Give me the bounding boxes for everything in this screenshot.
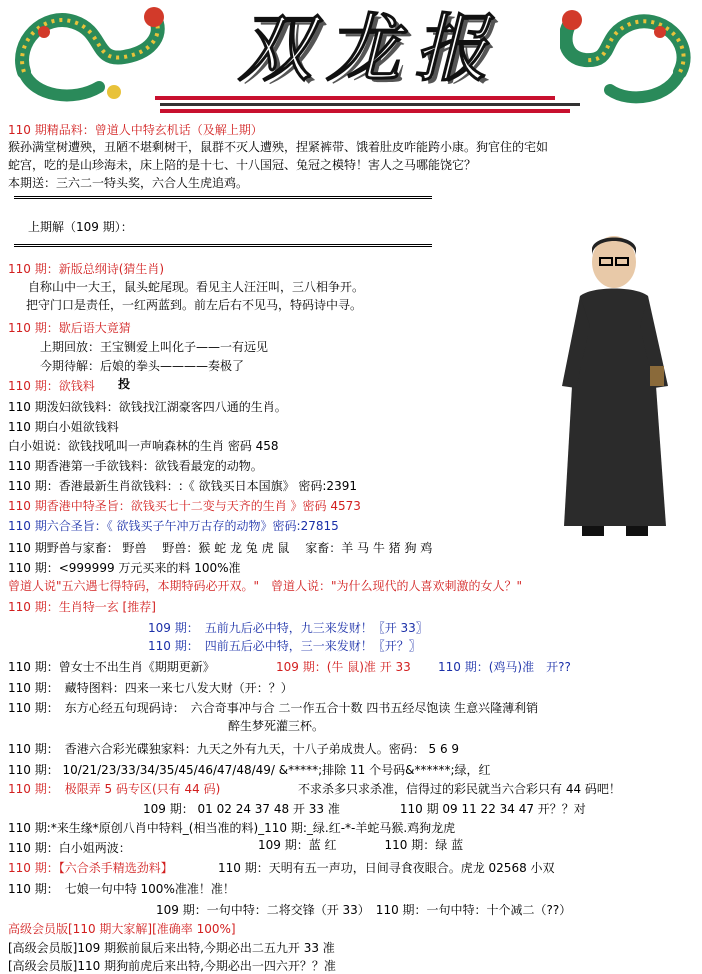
title-red-rule — [155, 96, 555, 100]
text-line: 110 期：欲钱料 — [8, 379, 95, 393]
text-line: 110 期：(鸡马)准 开?? — [438, 660, 571, 674]
text-line: 109 期： 01 02 24 37 48 开 33 准 110 期 09 11 22 34 47 开？？对 — [143, 802, 586, 816]
title-black-rule — [160, 103, 580, 106]
text-line: 把守门口是责任，一红两蓝到。前左后右不见马，特码诗中寻。 — [26, 298, 363, 312]
separator — [14, 196, 432, 199]
text-line: 110 期：天明有五一声功，日间寻食夜眼合。虎龙 02568 小双 — [218, 861, 555, 875]
text-line: 上期回放：王宝铡爱上叫化子——一有远见 — [40, 340, 269, 354]
title-red-rule-2 — [160, 109, 570, 113]
text-line: 110 期：生肖特一玄 [推荐] — [8, 600, 156, 614]
masthead — [0, 0, 702, 118]
text-line: 110 期： 东方心经五句现码诗： 六合奇事冲与合 二一作五合十数 四书五经尽饱读 生意兴隆薄利销 — [8, 701, 539, 715]
text-line: 今期待解：后娘的拳头————奏极了 — [40, 359, 245, 373]
text-line: 109 期： 五前九后必中特，九三来发财！〖开 33〗 — [148, 621, 428, 635]
text-line: 109 期：(牛 鼠)准 开 33 — [276, 660, 411, 674]
text-line: 蛇宫，吃的是山珍海未，床上陪的是十七、十八国冠、兔冠之模特！害人之马哪能饶它？ — [8, 158, 477, 172]
text-line: 110 期白小姐欲钱料 — [8, 420, 119, 434]
text-line: 110 期： 香港六合彩光碟独家料：九天之外有九天，十八子弟成贵人。密码： 5 6 9 — [8, 742, 460, 756]
text-line: 110 期香港中特圣旨：欲钱买七十二变与天齐的生肖 》密码 4573 — [8, 499, 361, 513]
text-line: [高级会员版]110 期狗前虎后来出特,今期必出一四六开？？准 — [8, 959, 336, 973]
text-line: 猴孙满堂树遭殃，丑陋不堪剩树干，鼠群不灭人遭殃，捏紧裤带、饿着肚皮咋能跨小康。狗官住的宅如 — [8, 140, 549, 154]
text-line: 自称山中一大王，鼠头蛇尾现。看见主人汪汪叫，三八相争开。 — [28, 280, 365, 294]
separator — [14, 244, 432, 247]
text-line: 110 期泼妇欲钱料：欲钱找江湖豪客四八通的生肖。 — [8, 400, 287, 414]
left-dragon-icon — [4, 2, 174, 114]
text-line: 109 期：一句中特：二将交锋（开 33） 110 期：一句中特：十个减二（??） — [156, 903, 572, 917]
text-line: 110 期:*来生缘*原创八肖中特料_(相当准的料)_110 期:_绿.红-*-羊蛇马猴.鸡狗龙虎 — [8, 821, 456, 835]
text-line: 白小姐说：欲钱找吼叫一声响森林的生肖 密码 458 — [8, 439, 279, 453]
text-line: 110 期：白小姐两波： — [8, 841, 131, 855]
text-line: 110 期：曾女士不出生肖《期期更新》 — [8, 660, 215, 674]
stamp-mark: 投 — [118, 377, 131, 391]
portrait-figure — [552, 226, 688, 544]
right-dragon-icon — [560, 2, 700, 114]
text-line: 110 期精品料：曾道人中特玄机话（及解上期） — [8, 123, 263, 137]
text-line: [高级会员版]109 期猴前鼠后来出特,今期必出二五九开 33 准 — [8, 941, 335, 955]
text-line: 110 期六合圣旨：《 欲钱买子午冲万古存的动物》密码:27815 — [8, 519, 339, 533]
text-line: 110 期香港第一手欲钱料：欲钱看最宠的动物。 — [8, 459, 263, 473]
text-line: 110 期野兽与家畜： 野兽 野兽：猴 蛇 龙 兔 虎 鼠 家畜：羊 马 牛 猪 狗 鸡 — [8, 541, 433, 555]
text-line: 不求杀多只求杀准，信得过的彩民就当六合彩只有 44 码吧！ — [298, 782, 621, 796]
text-line: 上期解（109 期）： — [28, 220, 133, 234]
text-line: 109 期：蓝 红 110 期：绿 蓝 — [258, 838, 464, 852]
text-line: 110 期：歇后语大竟猜 — [8, 321, 131, 335]
text-line: 高级会员版[110 期大家解][准确率 100%] — [8, 922, 236, 936]
text-line: 110 期： 四前五后必中特，三一来发财！〖开？〗 — [148, 639, 421, 653]
masthead-title: 双龙报 — [238, 6, 502, 92]
text-line: 110 期： 七娘一句中特 100%准准！准！ — [8, 882, 235, 896]
text-line: 110 期： 藏特图料：四来一来七八发大财（开：？） — [8, 681, 293, 695]
text-line: 本期送：三六二一特头奖，六合人生虎追鸡。 — [8, 176, 249, 190]
text-line: 110 期：香港最新生肖欲钱料：:《 欲钱买日本国旗》 密码:2391 — [8, 479, 357, 493]
text-line: 110 期：<999999 万元买来的料 100%准 — [8, 561, 241, 575]
text-line: 110 期： 10/21/23/33/34/35/45/46/47/48/49/ &*****;排除 11 个号码&******;绿，红 — [8, 763, 491, 777]
text-line: 110 期：【六合杀手精选劲料】 — [8, 861, 173, 875]
text-line: 110 期： 极限弄 5 码专区(只有 44 码) — [8, 782, 221, 796]
text-line: 曾道人说"五六遇七得特码，本期特码必开双。" 曾道人说："为什么现代的人喜欢刺激的女人？" — [8, 579, 523, 593]
text-line: 醉生梦死灌三杯。 — [228, 719, 325, 733]
text-line: 110 期：新版总纲诗(猜生肖) — [8, 262, 165, 276]
